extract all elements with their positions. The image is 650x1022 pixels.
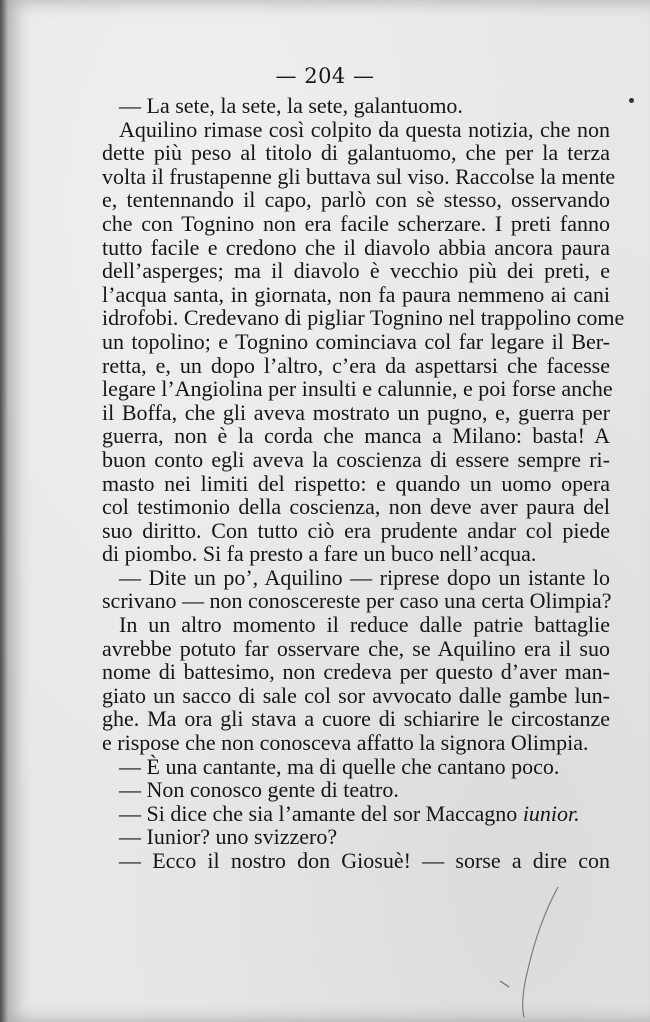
text-line: un topolino; e Tognino cominciava col far legare il Ber- [102, 328, 610, 354]
text-line-with-italic [102, 802, 610, 826]
text-line: nome di battesimo, non credeva per questo d’aver man- [102, 659, 610, 685]
text-line: dell’asperges; ma il diavolo è vecchio più dei preti, e [102, 258, 610, 284]
text-line: di piombo. Si fa presto a fare un buco nell’acqua. [102, 541, 537, 567]
text-line: col testimonio della coscienza, non deve aver paura del [102, 494, 610, 520]
text-line-part: — Si dice che sia l’amante del sor Maccagno [119, 800, 518, 826]
text-line: buon conto egli aveva la coscienza di essere sempre ri- [102, 446, 610, 472]
text-line: In un altro momento il reduce dalle patrie battaglie [119, 612, 610, 638]
text-line: e, tentennando il capo, parlò con sè stesso, osservando [102, 187, 610, 213]
text-line: — Iunior? uno svizzero? [119, 824, 338, 850]
text-line: l’acqua santa, in giornata, non fa paura nemmeno ai cani [102, 281, 610, 307]
text-line: tutto facile e credono che il diavolo abbia ancora paura [102, 234, 610, 260]
text-line: il Boffa, che gli aveva mostrato un pugno, e, guerra per [102, 399, 610, 425]
page-spine-shadow [0, 0, 8, 1022]
italic-word: iunior. [522, 800, 580, 826]
text-line: — È una cantante, ma di quelle che cantano poco. [119, 753, 560, 779]
text-line: legare l’Angiolina per insulti e calunnie, e poi forse anche [102, 376, 613, 402]
text-line: scrivano — non conoscereste per caso una certa Olimpia? [102, 588, 612, 614]
text-line: — Dite un po’, Aquilino — riprese dopo un istante lo [119, 564, 610, 590]
text-line: ghe. Ma ora gli stava a cuore di schiarire le circostanze [102, 706, 610, 732]
text-line: — Non conosco gente di teatro. [119, 777, 399, 803]
text-line: che con Tognino non era facile scherzare. I preti fanno [102, 210, 610, 236]
text-line: giato un sacco di sale col sor avvocato dalle gambe lun- [102, 682, 610, 708]
ink-speck [629, 98, 634, 103]
text-line: suo diritto. Con tutto ciò era prudente andar col piede [102, 517, 610, 543]
text-line: idrofobi. Credevano di pigliar Tognino nel trappolino come [102, 305, 625, 331]
text-line: volta il frustapenne gli buttava sul viso. Raccolse la mente [102, 163, 616, 189]
text-line: retta, e, un dopo l’altro, c’era da aspettarsi che facesse [102, 352, 610, 378]
text-line: — La sete, la sete, la sete, galantuomo. [119, 93, 463, 118]
text-line: avrebbe potuto far osservare che, se Aquilino era il suo [102, 635, 610, 661]
page-number: — 204 — [275, 64, 375, 88]
pencil-mark-icon [500, 885, 560, 1020]
text-line: masto nei limiti del rispetto: e quando un uomo opera [102, 470, 610, 496]
text-line: Aquilino rimase così colpito da questa notizia, che non [119, 116, 610, 142]
text-line: e rispose che non conosceva affatto la signora Olimpia. [102, 730, 589, 756]
text-line: dette più peso al titolo di galantuomo, che per la terza [102, 140, 610, 166]
text-line: — Ecco il nostro don Giosuè! — sorse a dire con [119, 848, 610, 873]
body-text [102, 93, 625, 873]
text-line: guerra, non è la corda che manca a Milano: basta! A [102, 423, 610, 449]
